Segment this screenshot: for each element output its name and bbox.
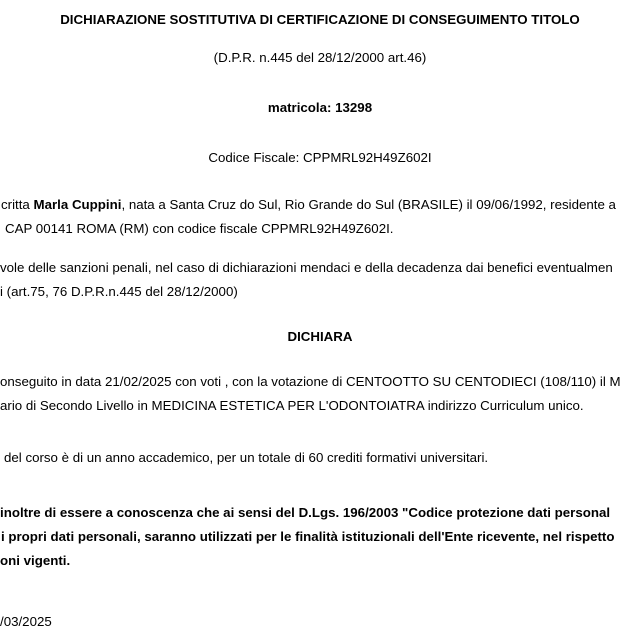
document-subtitle: (D.P.R. n.445 del 28/12/2000 art.46) — [213, 50, 427, 65]
para-degree-line1: onseguito in data 21/02/2025 con voti , con la votazione di CENTOOTTO SU CENTODIECI (108/110) il M — [0, 374, 621, 389]
para-sanctions-line1: vole delle sanzioni penali, nel caso di dichiarazioni mendaci e della decadenza dai benefici eventualmen — [0, 260, 613, 275]
para-privacy-line2: i propri dati personali, saranno utilizzati per le finalità istituzionali dell'Ente ricevente, nel rispetto — [1, 529, 615, 544]
document-title: DICHIARAZIONE SOSTITUTIVA DI CERTIFICAZIONE DI CONSEGUIMENTO TITOLO — [60, 12, 580, 27]
declarant-name: Marla Cuppini — [33, 197, 122, 212]
para-declarant-line2: CAP 00141 ROMA (RM) con codice fiscale CPPMRL92H49Z602I. — [5, 221, 394, 236]
para-degree-line2: ario di Secondo Livello in MEDICINA ESTETICA PER L'ODONTOIATRA indirizzo Curriculum unico. — [0, 398, 584, 413]
text: critta — [1, 197, 34, 212]
matricola: matricola: 13298 — [267, 100, 373, 115]
para-duration: del corso è di un anno accademico, per un totale di 60 crediti formativi universitari. — [4, 450, 489, 465]
document-date: /03/2025 — [0, 614, 52, 629]
codice-fiscale: Codice Fiscale: CPPMRL92H49Z602I — [208, 150, 432, 165]
dichiara-heading: DICHIARA — [287, 329, 353, 344]
para-sanctions-line2: i (art.75, 76 D.P.R.n.445 del 28/12/2000) — [0, 284, 238, 299]
text: , nata a Santa Cruz do Sul, Rio Grande do Sul (BRASILE) il 09/06/1992, residente a — [121, 197, 616, 212]
para-privacy-line1: inoltre di essere a conoscenza che ai sensi del D.Lgs. 196/2003 "Codice protezione dati personal — [0, 505, 611, 520]
para-privacy-line3: oni vigenti. — [0, 553, 71, 568]
para-declarant-line1 — [1, 197, 616, 213]
